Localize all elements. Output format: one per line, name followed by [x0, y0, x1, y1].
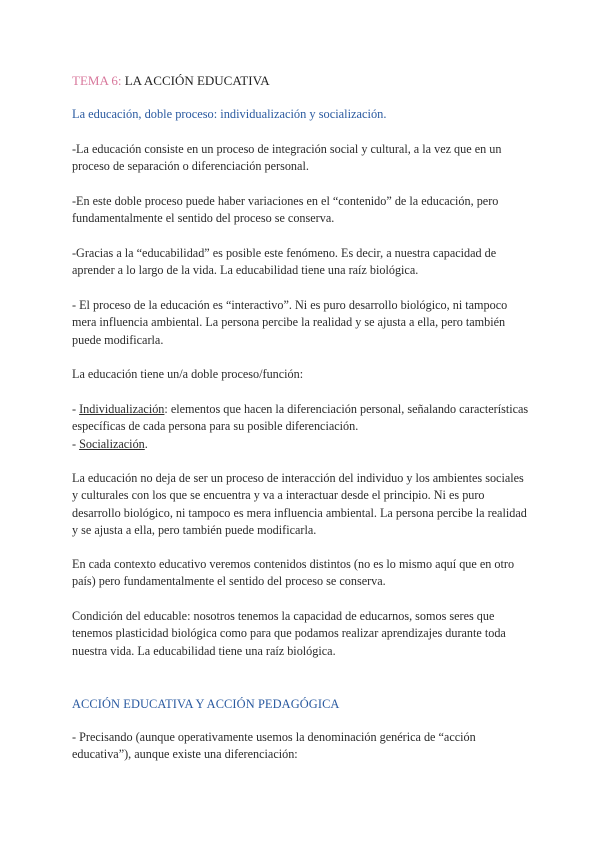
paragraph-3: -Gracias a la “educabilidad” es posible este fenómeno. Es decir, a nuestra capacidad de aprender a lo largo de la vida. La educabilidad tiene una raíz biológica.	[72, 246, 497, 278]
page-title	[72, 72, 270, 89]
paragraph-4: - El proceso de la educación es “interactivo”. Ni es puro desarrollo biológico, ni tampoco mera influencia ambiental. La persona percibe la realidad y se ajusta a ella, pero también puede modificarla.	[72, 298, 508, 347]
paragraph-1: -La educación consiste en un proceso de integración social y cultural, a la vez que en un proceso de separación o diferenciación personal.	[72, 142, 502, 174]
section-heading-2: ACCIÓN EDUCATIVA Y ACCIÓN PEDAGÓGICA	[72, 697, 340, 711]
term-socializacion: Socialización	[79, 437, 145, 451]
term-individualizacion: Individualización	[79, 402, 165, 416]
list-item-individualizacion	[72, 401, 532, 436]
paragraph-2: -En este doble proceso puede haber variaciones en el “contenido” de la educación, pero fundamentalmente el sentido del proceso se conserva.	[72, 194, 499, 226]
list-dash: -	[72, 437, 80, 451]
paragraph-5: La educación tiene un/a doble proceso/función:	[72, 367, 304, 381]
paragraph-9: - Precisando (aunque operativamente usemos la denominación genérica de “acción educativa”), aunque existe una diferenciación:	[72, 730, 476, 762]
item2-text: .	[144, 437, 148, 451]
list-item-socializacion	[72, 436, 532, 453]
title-label: TEMA 6:	[72, 73, 122, 88]
section-subtitle: La educación, doble proceso: individualización y socialización.	[72, 107, 387, 121]
item1-text: : elementos que hacen la diferenciación personal, señalando características específicas de cada persona para su posible diferenciación.	[72, 402, 529, 434]
list-dash: -	[72, 402, 80, 416]
paragraph-7: En cada contexto educativo veremos contenidos distintos (no es lo mismo aquí que en otro país) pero fundamentalmente el sentido del proceso se conserva.	[72, 557, 515, 589]
title-text: LA ACCIÓN EDUCATIVA	[121, 73, 270, 88]
paragraph-8: Condición del educable: nosotros tenemos la capacidad de educarnos, somos seres que tenemos plasticidad biológica como para que podamos realizar aprendizajes durante toda nuestra vida. La educabilidad tiene una raíz biológica.	[72, 609, 506, 658]
paragraph-6: La educación no deja de ser un proceso de interacción del individuo y los ambientes sociales y culturales con los que se encuentra y va a interactuar desde el principio. Ni es puro desarrollo biológico, ni tampoco es mera influencia ambiental. La persona percibe la realidad y se ajusta a ella, pero también puede modificarla.	[72, 471, 527, 538]
